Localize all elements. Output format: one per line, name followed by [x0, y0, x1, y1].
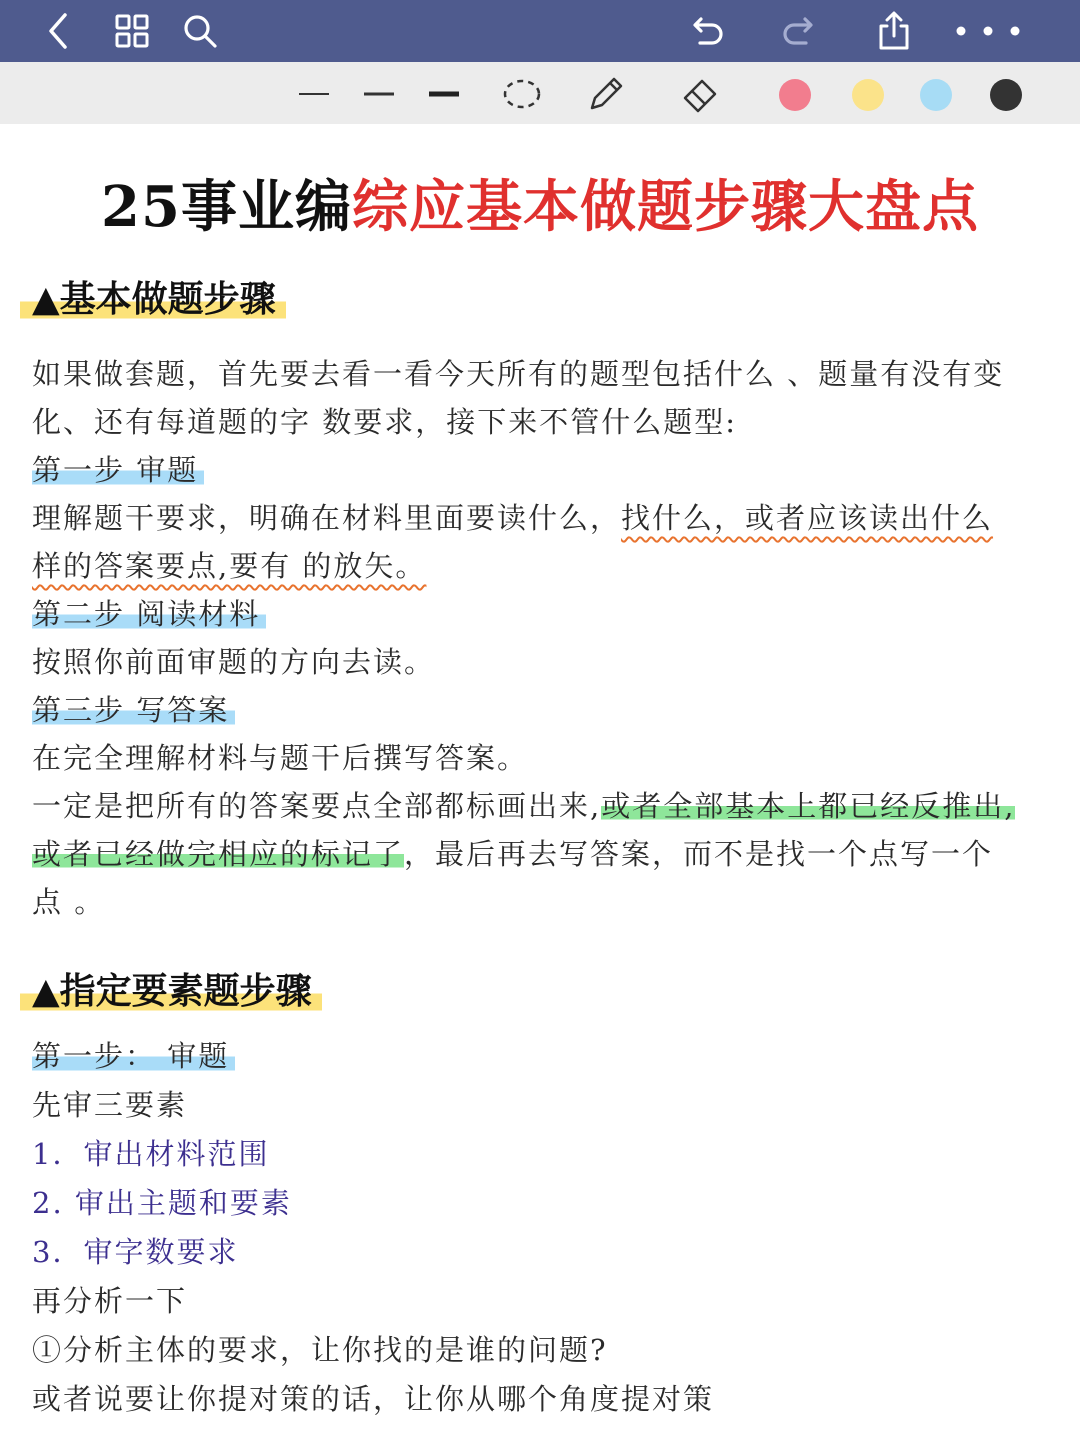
pink-color-swatch[interactable] [779, 79, 811, 111]
thick-line-icon[interactable] [424, 74, 464, 114]
list-item: 3．审字数要求 [32, 1235, 239, 1269]
step1-text-underlined: 样的答案要点,要有 的放矢。 [32, 549, 427, 583]
blue-color-swatch[interactable] [920, 79, 952, 111]
section2-text: 再分析一下 [32, 1284, 188, 1318]
list-item: 2. 审出主题和要素 [32, 1186, 292, 1220]
grid-icon[interactable] [110, 9, 154, 53]
section-heading-element-steps: ▲指定要素题步骤 [20, 968, 322, 1014]
step2-label [32, 594, 266, 634]
yellow-color-swatch[interactable] [852, 79, 884, 111]
step3-text: 在完全理解材料与题干后撰写答案。 [32, 741, 529, 775]
medium-line-icon[interactable] [359, 74, 399, 114]
step1-label-text: 第一步 审题 [32, 453, 204, 487]
section2-text: ①分析主体的要求，让你找的是谁的问题? [32, 1333, 608, 1367]
share-icon[interactable] [872, 9, 916, 53]
black-color-swatch[interactable] [990, 79, 1022, 111]
eraser-icon[interactable] [680, 74, 720, 114]
section2-step1-label [32, 1036, 235, 1076]
section2-text: 或者说要让你提对策的话，让你从哪个角度提对策 [32, 1382, 715, 1416]
step3-line [32, 786, 1015, 826]
step3-text-a: 一定是把所有的答案要点全部都标画出来, [32, 789, 602, 823]
undo-icon[interactable] [684, 9, 728, 53]
step3-label [32, 690, 235, 730]
section2-step1-label-text: 第一步： 审题 [32, 1039, 235, 1073]
step3-line: 点 。 [32, 885, 106, 919]
step3-line [32, 834, 993, 874]
step2-text: 按照你前面审题的方向去读。 [32, 645, 436, 679]
intro-line: 如果做套题，首先要去看一看今天所有的题型包括什么 、题量有没有变 [32, 357, 1005, 391]
step2-label-text: 第二步 阅读材料 [32, 597, 266, 631]
step3-text-highlight: 或者全部基本上都已经反推出, [601, 789, 1016, 823]
drawing-toolbar [0, 62, 1080, 124]
step3-text-b: ，最后再去写答案，而不是找一个点写一个 [404, 837, 994, 871]
step1-text-a: 理解题干要求，明确在材料里面要读什么， [32, 501, 622, 535]
pencil-icon[interactable] [586, 74, 626, 114]
section-heading-basic-steps: ▲基本做题步骤 [20, 276, 286, 322]
page-title [0, 172, 1080, 242]
step3-label-text: 第三步 写答案 [32, 693, 235, 727]
step3-text-highlight: 或者已经做完相应的标记了 [32, 837, 405, 871]
intro-line: 化、还有每道题的字 数要求，接下来不管什么题型: [32, 405, 737, 439]
lasso-icon[interactable] [502, 74, 542, 114]
step1-text-underlined: 找什么，或者应该读出什么 [621, 501, 994, 535]
step1-label [32, 450, 204, 490]
redo-icon[interactable] [778, 9, 822, 53]
more-icon[interactable] [948, 9, 1028, 53]
step1-line [32, 546, 426, 586]
title-plain: 25事业编 [101, 174, 352, 240]
section2-text: 先审三要素 [32, 1088, 188, 1122]
list-item: 1．审出材料范围 [32, 1137, 270, 1171]
title-accent: 综应基本做题步骤大盘点 [351, 174, 979, 240]
thin-line-icon[interactable] [294, 74, 334, 114]
step1-line [32, 498, 993, 538]
top-navbar [0, 0, 1080, 62]
back-icon[interactable] [36, 9, 80, 53]
search-icon[interactable] [178, 9, 222, 53]
